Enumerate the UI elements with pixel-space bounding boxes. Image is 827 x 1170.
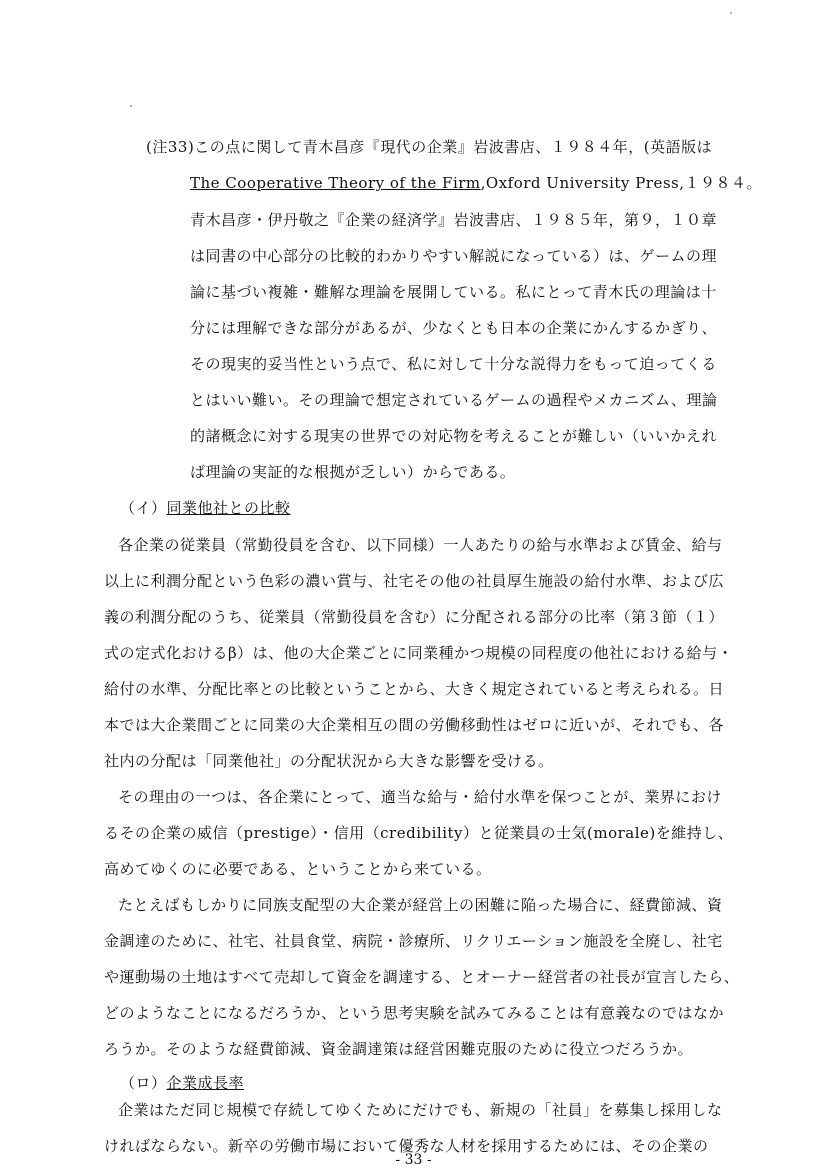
note33-line: (注33)この点に関して青木昌彦『現代の企業』岩波書店、１９８４年，(英語版は bbox=[146, 138, 713, 156]
section-marker: （ロ） bbox=[120, 1074, 167, 1092]
body-line: 金調達のために、社宅、社員食堂、病院・診療所、リクリエーション施設を全廃し、社宅 bbox=[104, 932, 723, 950]
body-line: るその企業の威信（prestige）・信用（credibility）と従業員の士気(morale)を維持し、 bbox=[104, 824, 734, 842]
note33-line: 青木昌彦・伊丹敬之『企業の経済学』岩波書店、１９８５年，第９，１０章 bbox=[190, 211, 718, 229]
note33-line: 論に基づい複雑・難解な理論を展開している。私にとって青木氏の理論は十 bbox=[190, 283, 717, 301]
body-line: 各企業の従業員（常勤役員を含む、以下同様）一人あたりの給与水準および賃金、給与 bbox=[118, 536, 723, 554]
scan-speck bbox=[730, 12, 732, 14]
note33-line: とはいい難い。その理論で想定されているゲームの過程やメカニズム、理論 bbox=[190, 391, 718, 409]
note33-line: は同書の中心部分の比較的わかりやすい解説になっている）は、ゲームの理 bbox=[190, 247, 718, 265]
note33-line bbox=[190, 173, 762, 193]
body-line: 社内の分配は「同業他社」の分配状況から大きな影響を受ける。 bbox=[104, 752, 554, 770]
section-heading bbox=[120, 1073, 244, 1093]
body-line: 以上に利潤分配という色彩の濃い賞与、社宅その他の社員厚生施設の給付水準、および広 bbox=[104, 572, 725, 590]
page-number: - 33 - bbox=[395, 1152, 432, 1168]
section-marker: （イ） bbox=[120, 499, 167, 517]
section-heading bbox=[120, 498, 291, 518]
body-line: 企業はただ同じ規模で存続してゆくためにだけでも、新規の「社員」を募集し採用しな bbox=[118, 1101, 723, 1119]
english-publisher: ,Oxford University Press,１９８４。 bbox=[480, 174, 762, 192]
note33-line: その現実的妥当性という点で、私に対して十分な説得力をもって迫ってくる bbox=[190, 355, 717, 373]
body-line: 高めてゆくのに必要である、ということから来ている。 bbox=[104, 860, 492, 878]
body-line: たとえばもしかりに同族支配型の大企業が経営上の困難に陥った場合に、経費節減、資 bbox=[118, 896, 723, 914]
body-line: 式の定式化おけるβ）は、他の大企業ごとに同業種かつ規模の同程度の他社における給与・ bbox=[104, 644, 734, 662]
body-line: 給付の水準、分配比率との比較ということから、大きく規定されていると考えられる。日 bbox=[104, 680, 725, 698]
body-line: ければならない。新卒の労働市場において優秀な人材を採用するためには、その企業の bbox=[104, 1137, 709, 1155]
section-title: 企業成長率 bbox=[166, 1074, 245, 1092]
body-line: 本では大企業間ごとに同業の大企業相互の間の労働移動性はゼロに近いが、それでも、各 bbox=[104, 716, 725, 734]
scan-speck bbox=[130, 105, 132, 107]
body-line: ろうか。そのような経費節減、資金調達策は経営困難克服のために役立つだろうか。 bbox=[104, 1040, 694, 1058]
note33-line: ば理論の実証的な根拠が乏しい）からである。 bbox=[190, 463, 516, 481]
body-line: 義の利潤分配のうち、従業員（常勤役員を含む）に分配される部分の比率（第３節（１） bbox=[104, 608, 725, 626]
note33-line: 的諸概念に対する現実の世界での対応物を考えることが難しい（いいかえれ bbox=[190, 427, 718, 445]
english-title: The Cooperative Theory of the Firm bbox=[190, 174, 481, 192]
section-title: 同業他社との比較 bbox=[166, 499, 291, 517]
body-line: や運動場の土地はすべて売却して資金を調達する、とオーナー経営者の社長が宣言したら、 bbox=[104, 968, 740, 986]
body-line: その理由の一つは、各企業にとって、適当な給与・給付水準を保つことが、業界におけ bbox=[118, 788, 722, 806]
note33-line: 分には理解できな部分があるが、少なくとも日本の企業にかんするかぎり、 bbox=[190, 319, 718, 337]
body-line: どのようなことになるだろうか、という思考実験を試みてみることは有意義なのではなか bbox=[104, 1004, 725, 1022]
